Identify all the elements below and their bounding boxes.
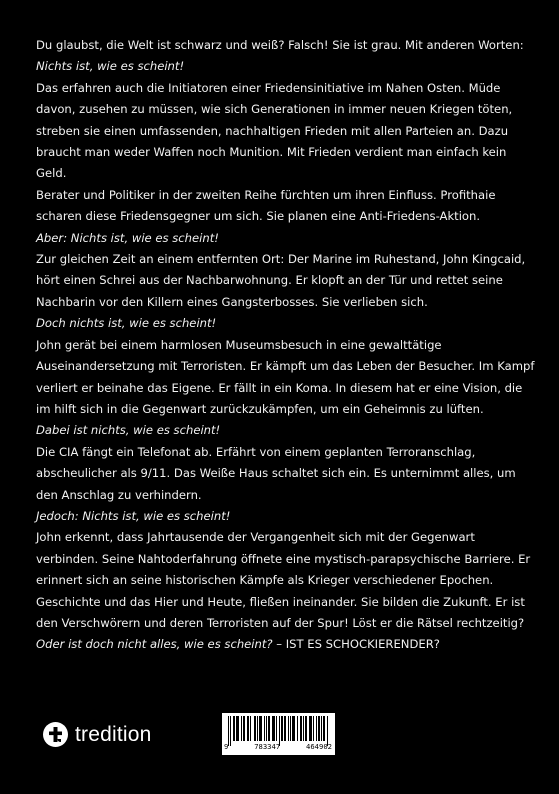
barcode-bar (254, 716, 255, 741)
barcode-bar (284, 716, 285, 741)
barcode-bar (288, 716, 289, 741)
barcode-bar (292, 716, 293, 741)
barcode-bar (233, 716, 234, 741)
barcode-bar (293, 716, 294, 741)
barcode-bar (255, 716, 256, 741)
publisher-name: tredition (75, 722, 152, 746)
barcode-bar (272, 716, 273, 741)
paragraph-text: Das erfahren auch die Initiatoren einer Friedensinitiative im Nahen Osten. Müde davon, zusehen zu müssen, wie sich Generationen in immer neuen Kriegen töten, streben sie einen umfassenden, nachhaltigen Frieden mit allen Parteien an. Dazu braucht man weder Waffen noch Munition. Mit Frieden verdient man einfach kein Geld. (36, 80, 513, 181)
italic-phrase: Oder ist doch nicht alles, wie es scheint? (36, 637, 273, 652)
paragraph-text: John erkennt, dass Jahrtausende der Vergangenheit sich mit der Gegenwart verbinden. Seine Nahtoderfahrung öffnete eine mystisch-parapsychische Barriere. Er erinnert sich an seine historischen Kämpfe als Krieger verschiedener Epochen. Geschichte und das Hier und Heute, fließen ineinander. Sie bilden die Zukunft. Er ist den Verschwörern und deren Terroristen auf der Spur! Löst er die Rätsel rechtzeitig? (36, 530, 531, 630)
blurb-paragraph (36, 228, 536, 249)
barcode-bar (290, 716, 291, 741)
italic-phrase: Aber: Nichts ist, wie es scheint! (36, 230, 219, 245)
barcode-bar (276, 716, 277, 741)
barcode-bar (310, 716, 311, 741)
barcode-bar (323, 716, 324, 741)
blurb-paragraph (36, 506, 536, 527)
barcode-bar (243, 716, 244, 741)
paragraph-text: – IST ES SCHOCKIERENDER? (272, 637, 440, 652)
blurb-paragraph (36, 527, 536, 634)
blurb-paragraph (36, 420, 536, 441)
paragraph-text: John gerät bei einem harmlosen Museumsbesuch in eine gewalttätige Auseinandersetzung mit Terroristen. Er kämpft um das Leben der Besucher. Im Kampf verliert er beinahe das Eigene. Er fällt in ein Koma. In diesem hat er eine Vision, die im hilft sich in die Gegenwart zurückzukämpfen, um ein Geheimnis zu lüften. (36, 337, 535, 416)
barcode-bar (309, 716, 310, 741)
barcode-bar (250, 716, 251, 741)
italic-phrase: Nichts ist, wie es scheint! (36, 59, 185, 74)
barcode-bar (300, 716, 301, 741)
barcode-bar (244, 716, 245, 741)
tredition-t-icon (43, 722, 68, 747)
barcode-bar (306, 716, 307, 741)
barcode-bar (236, 716, 237, 741)
barcode-digit-prefix: 9 (224, 742, 229, 751)
blurb-paragraph (36, 442, 536, 506)
blurb-paragraph (36, 78, 536, 185)
blurb-paragraph (36, 313, 536, 334)
blurb-paragraph (36, 335, 536, 421)
blurb-paragraph (36, 35, 536, 78)
barcode-bar (273, 716, 274, 741)
barcode-bar (294, 716, 295, 741)
barcode-bar (282, 716, 283, 741)
paragraph-text: Zur gleichen Zeit an einem entfernten Ort: Der Marine im Ruhestand, John Kingcaid, hört einen Schrei aus der Nachbarwohnung. Er klopft an der Tür und rettet seine Nachbarin vor den Killern eines Gangsterbosses. Sie verlieben sich. (36, 252, 526, 309)
barcode-bar (241, 716, 242, 741)
barcode-bar (321, 716, 322, 741)
blurb-paragraph (36, 249, 536, 313)
barcode-digits-right: 464902 (306, 742, 332, 751)
italic-phrase: Jedoch: Nichts ist, wie es scheint! (36, 508, 231, 523)
barcode-bar (237, 716, 238, 741)
barcode-bar (248, 716, 249, 741)
barcode-bar (281, 716, 282, 741)
barcode-bar (285, 716, 286, 741)
barcode-digits-left: 783347 (254, 742, 281, 751)
paragraph-text: Die CIA fängt ein Telefonat ab. Erfährt von einem geplanten Terroranschlag, abscheulicher als 9/11. Das Weiße Haus schaltet sich ein. Es unternimmt alles, um den Anschlag zu verhindern. (36, 444, 516, 502)
italic-phrase: Dabei ist nichts, wie es scheint! (36, 423, 221, 438)
barcode-bar (257, 716, 258, 741)
blurb-paragraph (36, 185, 536, 228)
barcode-bar (311, 716, 312, 741)
paragraph-text: Berater und Politiker in der zweiten Reihe fürchten um ihren Einfluss. Profithaie scharen diese Friedensgegner um sich. Sie planen eine Anti-Friedens-Aktion. (36, 187, 496, 224)
barcode-bar (266, 716, 267, 741)
barcode-bar (264, 716, 265, 741)
publisher-logo (43, 722, 152, 747)
barcode-bar (301, 716, 302, 741)
isbn-barcode (222, 713, 335, 755)
barcode-bar (303, 716, 304, 741)
barcode-bar (319, 716, 320, 741)
paragraph-text: Du glaubst, die Welt ist schwarz und weiß? Falsch! Sie ist grau. Mit anderen Worten: (36, 38, 524, 52)
barcode-bar (260, 716, 261, 741)
barcode-bar (247, 716, 248, 741)
barcode-bar (238, 716, 239, 741)
italic-phrase: Doch nichts ist, wie es scheint! (36, 316, 217, 331)
blurb-paragraph (36, 634, 536, 655)
barcode-bar (313, 716, 314, 741)
barcode-bar (318, 716, 319, 741)
barcode-bar (268, 716, 269, 741)
barcode-bar (261, 716, 262, 741)
barcode-bar (234, 716, 235, 741)
barcode-bar (259, 716, 260, 741)
back-cover-blurb (36, 35, 536, 656)
barcode-bar (269, 716, 270, 741)
barcode-bar (274, 716, 275, 741)
barcode-bar (305, 716, 306, 741)
barcode-bar (316, 716, 317, 741)
barcode-bar (324, 716, 325, 741)
barcode-bar (297, 716, 298, 741)
